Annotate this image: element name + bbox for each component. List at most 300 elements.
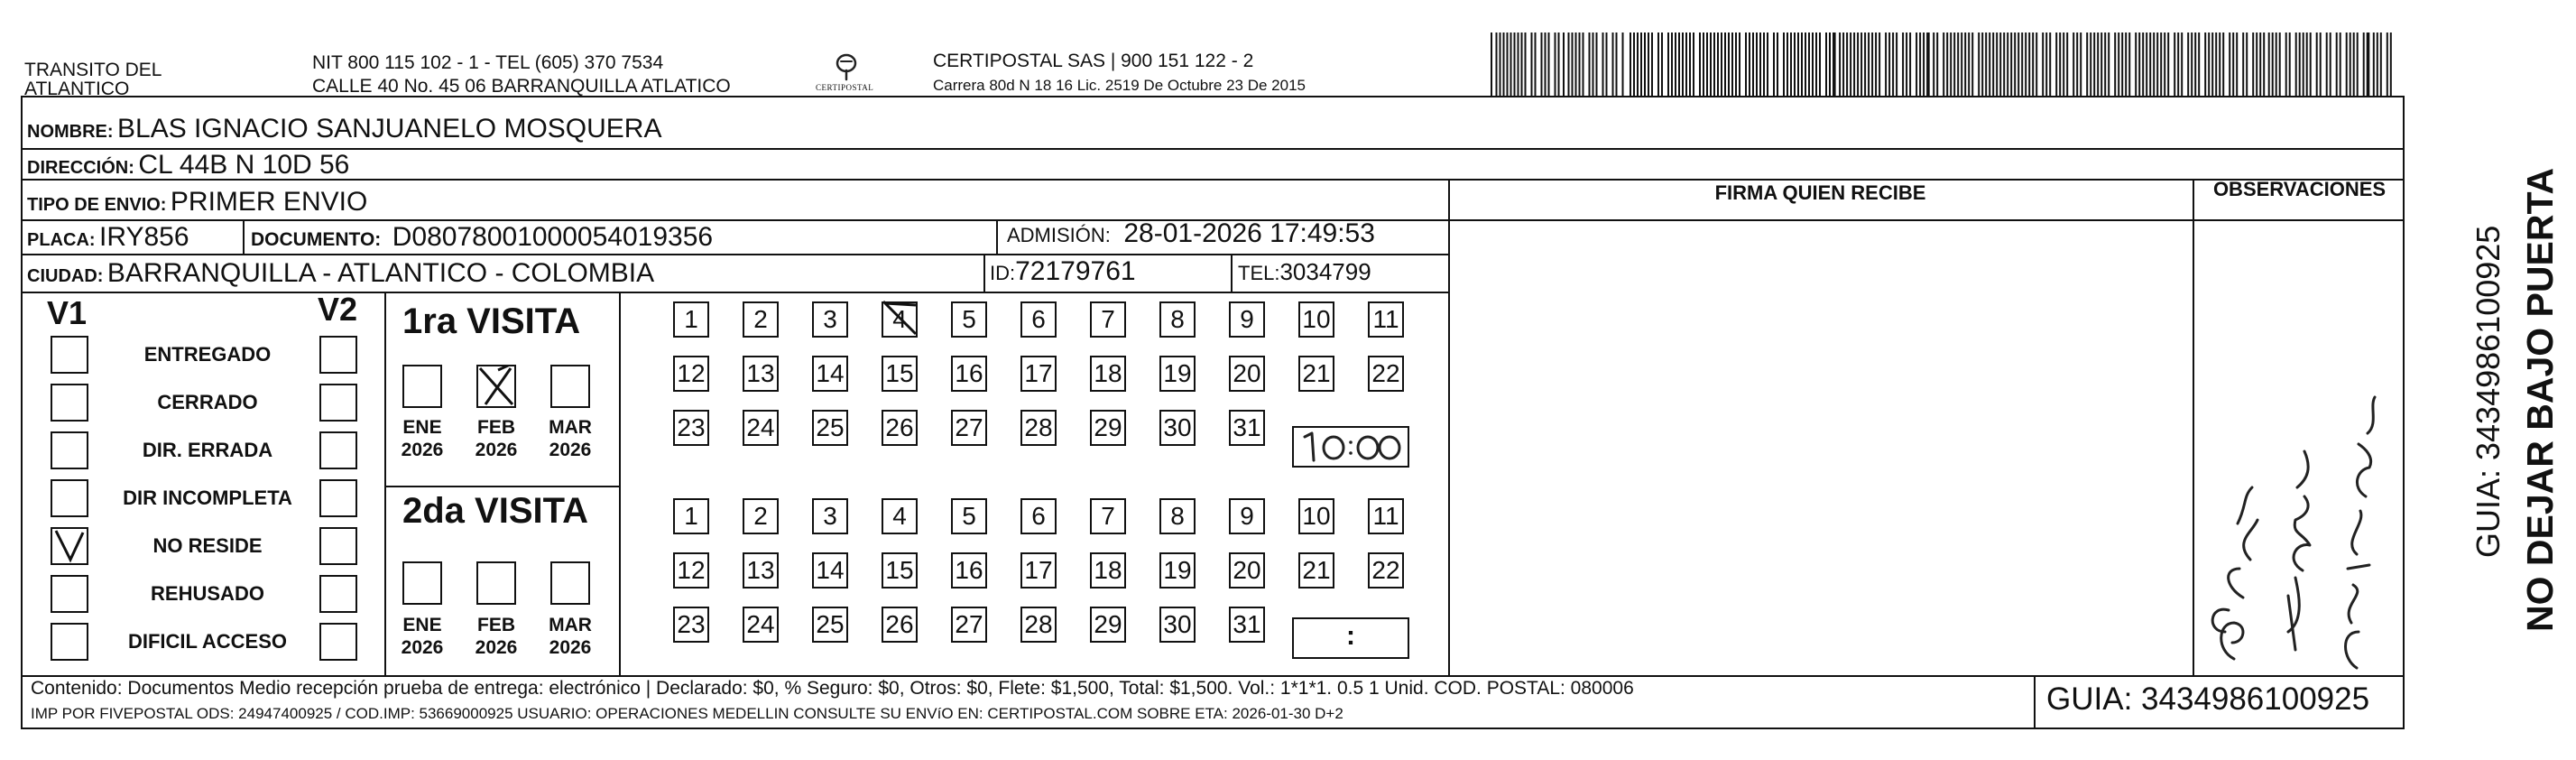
barcode-bar [1651,32,1653,97]
day-number: 23 [677,610,706,638]
barcode-bar [2198,32,2200,97]
barcode-bar [2256,32,2257,97]
day-box[interactable] [1229,301,1265,338]
barcode-bar [1999,32,2001,97]
barcode-bar [1568,32,1570,97]
tel-value: 3034799 [1279,258,1371,285]
barcode-bar [1896,32,1897,97]
barcode-bar [2326,32,2328,97]
barcode-bar [2177,32,2179,97]
day-box[interactable] [951,410,987,446]
year-label: 2026 [401,637,444,658]
v1-checkbox[interactable] [51,479,88,517]
courier-line2: Carrera 80d N 18 16 Lic. 2519 De Octubre 23 De 2015 [933,77,1306,94]
day-number: 21 [1302,556,1331,584]
day-box[interactable] [1159,552,1196,589]
barcode-bar [1724,32,1726,97]
barcode-bar [2276,32,2277,97]
barcode-bar [1749,32,1750,97]
barcode-bar [1507,32,1509,97]
year-label: 2026 [475,637,518,658]
day-box[interactable] [951,498,987,534]
day-box[interactable] [743,356,779,392]
month-label: MAR [549,615,592,635]
day-number: 22 [1371,556,1400,584]
barcode-bar [2222,32,2224,97]
day-box[interactable] [882,356,918,392]
month-checkbox-mar[interactable] [550,365,590,408]
v1-checkbox[interactable] [51,384,88,422]
month-checkbox-ene[interactable] [402,561,442,605]
v1-checkbox[interactable] [51,527,88,565]
barcode-bar [2025,32,2027,97]
day-box[interactable] [1020,410,1057,446]
status-reason-label: DIR. ERRADA [142,439,273,461]
day-number: 26 [885,413,914,441]
day-box[interactable] [882,498,918,534]
barcode-bar [1745,32,1747,97]
plate-value: IRY856 [99,222,189,252]
barcode-bar [2164,32,2165,97]
barcode-bar [1846,32,1848,97]
day-box[interactable] [812,356,848,392]
day-box[interactable] [1090,498,1126,534]
barcode-bar [2272,32,2274,97]
barcode-bar [2076,32,2078,97]
barcode-bar [1503,32,1505,97]
visit1-time-box [1292,426,1409,468]
barcode-bar [2028,32,2030,97]
barcode-bar [1596,32,1598,97]
barcode-bar [2229,32,2230,97]
day-number: 3 [823,502,837,530]
barcode-bar [2049,32,2051,97]
barcode-bar [2017,32,2019,97]
barcode-bar [2138,32,2140,97]
month-label: MAR [549,417,592,438]
day-box[interactable] [673,301,709,338]
barcode-bar [1689,32,1691,97]
day-box[interactable] [1368,498,1404,534]
barcode-bar [2055,32,2057,97]
barcode-bar [1555,32,1556,97]
barcode-bar [1946,32,1948,97]
barcode-bar [2128,32,2130,97]
barcode-bar [1885,32,1887,97]
day-number: 6 [1031,502,1046,530]
day-box[interactable] [951,356,987,392]
barcode-bar [1579,32,1581,97]
barcode-bar [2336,32,2338,97]
barcode-bar [1902,32,1904,97]
barcode-bar [2160,32,2162,97]
barcode-bar [1916,32,1917,97]
month-checkbox-mar[interactable] [550,561,590,605]
v1-checkbox[interactable] [51,575,88,613]
barcode-bar [1721,32,1722,97]
barcode-bar [1563,32,1565,97]
barcode-bar [2350,32,2351,97]
barcode-bar [1968,32,1970,97]
barcode-bar [2086,32,2088,97]
barcode-bar [2101,32,2102,97]
day-box[interactable] [1020,356,1057,392]
day-box[interactable] [812,410,848,446]
barcode-bar [2259,32,2261,97]
barcode-bar [2156,32,2158,97]
day-number: 10 [1302,305,1331,333]
admission-cell [1007,218,1375,255]
barcode-bar [2204,32,2206,97]
day-box[interactable] [1020,301,1057,338]
v1-checkbox[interactable] [51,623,88,661]
barcode-bar [2310,32,2312,97]
barcode-bar [1783,32,1785,97]
tel-label: TEL: [1238,262,1280,284]
day-box[interactable] [1159,301,1196,338]
signature-header: FIRMA QUIEN RECIBE [1714,181,1926,204]
barcode-bar [1992,32,1994,97]
side-warning: NO DEJAR BAJO PUERTA [2519,167,2561,632]
barcode-bar [1797,32,1799,97]
barcode-bar [1572,32,1574,97]
day-box[interactable] [1229,552,1265,589]
barcode-bar [1575,32,1577,97]
nit-line: NIT 800 115 102 - 1 - TEL (605) 370 7534 [312,52,664,73]
day-number: 4 [892,305,907,333]
day-box[interactable] [1368,552,1404,589]
barcode-bar [1961,32,1962,97]
barcode-bar [1767,32,1768,97]
day-box[interactable] [882,410,918,446]
day-box[interactable] [1229,356,1265,392]
barcode-bar [1875,32,1877,97]
barcode-bar [1892,32,1894,97]
barcode-bar [1548,32,1550,97]
day-box[interactable] [1229,498,1265,534]
barcode-bar [1667,32,1669,97]
admission-label: ADMISIÓN: [1007,224,1111,246]
barcode-bar [2219,32,2221,97]
barcode-bar [1812,32,1814,97]
day-number: 21 [1302,359,1331,387]
barcode-bar [1525,32,1527,97]
day-box[interactable] [1159,498,1196,534]
barcode-bar [2340,32,2341,97]
barcode-bar [2252,32,2254,97]
day-box[interactable] [812,607,848,643]
day-box[interactable] [1090,301,1126,338]
day-number: 26 [885,610,914,638]
month-checkbox-ene[interactable] [402,365,442,408]
status-reason-label: NO RESIDE [152,534,263,557]
barcode-bar [1637,32,1639,97]
barcode-bar [2021,32,2023,97]
month-checkbox-feb[interactable] [476,365,516,408]
barcode-bar [1853,32,1855,97]
observation-handwriting [2198,361,2402,672]
city-value: BARRANQUILLA - ATLANTICO - COLOMBIA [106,258,655,288]
barcode-bar [2146,32,2147,97]
city-label: CIUDAD: [27,266,104,286]
id-cell [990,255,1136,292]
document-label: DOCUMENTO: [251,229,382,250]
barcode-bar [1510,32,1512,97]
day-box[interactable] [1020,607,1057,643]
barcode-bar [2191,32,2193,97]
day-box[interactable] [743,410,779,446]
day-box[interactable] [1159,410,1196,446]
visit2-time-box: : [1292,617,1409,659]
day-number: 14 [816,556,845,584]
barcode-bar [2289,32,2291,97]
barcode-bar [2353,32,2355,97]
month-checkbox-feb[interactable] [476,561,516,605]
barcode-bar [1661,32,1663,97]
barcode-bar [2063,32,2064,97]
type-row [27,186,367,223]
barcode-bar [1964,32,1966,97]
barcode-bar [2187,32,2189,97]
barcode-bar [1759,32,1761,97]
day-number: 25 [816,413,845,441]
barcode-bar [1657,32,1659,97]
day-box[interactable] [1368,356,1404,392]
v2-checkbox[interactable] [319,623,357,661]
day-box[interactable] [882,552,918,589]
barcode-bar [1706,32,1708,97]
barcode-bar [2232,32,2234,97]
v2-checkbox[interactable] [319,431,357,469]
day-box[interactable] [743,607,779,643]
company-name-line1: TRANSITO DEL [24,60,162,80]
barcode-bar [2303,32,2304,97]
day-number: 22 [1371,359,1400,387]
barcode-bar [2045,32,2047,97]
checkmark-icon [52,529,87,563]
day-box[interactable] [673,552,709,589]
day-box[interactable] [1368,301,1404,338]
day-box[interactable] [673,607,709,643]
barcode-bar [1640,32,1642,97]
barcode-bar [1790,32,1792,97]
year-label: 2026 [549,440,592,460]
certipostal-logo [812,51,884,96]
barcode-bar [2042,32,2044,97]
day-box[interactable] [1020,552,1057,589]
day-number: 9 [1240,305,1254,333]
barcode-bar [1808,32,1810,97]
barcode-bar [1978,32,1980,97]
barcode-bar [2211,32,2213,97]
barcode-bar [1825,32,1827,97]
type-value: PRIMER ENVIO [170,187,368,217]
barcode-bar [1989,32,1990,97]
barcode-bar [2320,32,2322,97]
barcode-bar [1671,32,1673,97]
day-box[interactable] [1090,552,1126,589]
v2-checkbox[interactable] [319,336,357,374]
side-guia: GUIA: 3434986100925 [2470,225,2507,558]
day-number: 15 [885,556,914,584]
barcode-bar [2007,32,2008,97]
day-number: 13 [746,556,775,584]
barcode-bar [1531,32,1533,97]
day-number: 18 [1094,359,1122,387]
barcode-bar [1739,32,1740,97]
year-label: 2026 [475,440,518,460]
day-box[interactable] [673,410,709,446]
day-number: 14 [816,359,845,387]
day-box[interactable] [882,607,918,643]
day-number: 9 [1240,502,1254,530]
barcode-bar [2181,32,2183,97]
barcode-bar [2093,32,2095,97]
barcode-bar [2090,32,2091,97]
day-box[interactable] [1090,356,1126,392]
v2-checkbox[interactable] [319,479,357,517]
day-box[interactable] [1020,498,1057,534]
year-label: 2026 [549,637,592,658]
day-box[interactable] [951,301,987,338]
barcode-bar [1675,32,1676,97]
day-box[interactable] [951,552,987,589]
address-line: CALLE 40 No. 45 06 BARRANQUILLA ATLATICO [312,76,731,97]
day-box[interactable] [673,498,709,534]
barcode-bar [1648,32,1649,97]
barcode-bar [1829,32,1831,97]
barcode-bar [1518,32,1519,97]
day-box[interactable] [743,301,779,338]
barcode-bar [2390,32,2392,97]
barcode-bar [2279,32,2281,97]
v2-checkbox[interactable] [319,527,357,565]
day-number: 31 [1233,413,1261,441]
barcode-bar [2215,32,2217,97]
barcode-bar [1923,32,1925,97]
day-number: 5 [962,305,976,333]
print-line: IMP POR FIVEPOSTAL ODS: 24947400925 / COD.IMP: 53669000925 USUARIO: OPERACIONES MEDELLIN CONSULTE SU ENVíO EN: CERTIPOSTAL.COM SOBRE ETA: 2026-01-30 D+2 [31,705,1343,722]
city-cell [27,257,654,294]
day-box[interactable] [1090,410,1126,446]
barcode-bar [2373,32,2375,97]
day-box[interactable] [1298,301,1334,338]
observations-header: OBSERVACIONES [2212,178,2387,200]
barcode-bar [1842,32,1844,97]
day-box[interactable] [1229,410,1265,446]
barcode-bar [2316,32,2318,97]
day-number: 8 [1170,502,1185,530]
day-box[interactable] [812,301,848,338]
status-reason-label: DIFICIL ACCESO [127,630,287,653]
day-box[interactable] [812,498,848,534]
barcode-bar [1860,32,1862,97]
day-number: 17 [1024,556,1053,584]
checkmark-icon [880,298,921,339]
v1-checkbox[interactable] [51,431,88,469]
v1-checkbox[interactable] [51,336,88,374]
barcode-bar [1713,32,1715,97]
day-number: 20 [1233,359,1261,387]
barcode-bar [1839,32,1841,97]
barcode-bar [1699,32,1701,97]
barcode-bar [2059,32,2061,97]
handwritten-time [1294,428,1408,466]
barcode-bar [2208,32,2210,97]
day-number: 3 [823,305,837,333]
barcode-bar [1606,32,1608,97]
day-number: 2 [753,305,768,333]
day-box[interactable] [1159,607,1196,643]
day-box[interactable] [1298,356,1334,392]
barcode-bar [1693,32,1694,97]
barcode-bar [1703,32,1704,97]
v2-header: V2 [318,291,358,328]
day-box[interactable] [812,552,848,589]
day-number: 16 [955,359,983,387]
day-number: 16 [955,556,983,584]
day-box[interactable] [1298,552,1334,589]
month-label: FEB [477,417,515,438]
barcode-bar [1773,32,1775,97]
barcode-bar [2080,32,2082,97]
barcode-bar [1943,32,1944,97]
barcode-bar [1871,32,1873,97]
barcode-bar [2246,32,2248,97]
barcode-bar [1545,32,1547,97]
day-box[interactable] [882,301,918,338]
day-number: 8 [1170,305,1185,333]
barcode [1491,32,2395,97]
v2-checkbox[interactable] [319,575,357,613]
barcode-bar [1685,32,1687,97]
day-mark [880,298,921,348]
barcode-bar [1936,32,1938,97]
admission-value: 28-01-2026 17:49:53 [1123,218,1375,248]
barcode-bar [1500,32,1501,97]
name-value: BLAS IGNACIO SANJUANELO MOSQUERA [117,114,662,144]
barcode-bar [1850,32,1851,97]
barcode-bar [1682,32,1684,97]
barcode-bar [2268,32,2270,97]
day-box[interactable] [1229,607,1265,643]
barcode-bar [1731,32,1733,97]
day-box[interactable] [743,552,779,589]
barcode-bar [2014,32,2016,97]
day-box[interactable] [951,607,987,643]
day-number: 23 [677,413,706,441]
barcode-bar [1857,32,1859,97]
barcode-bar [2242,32,2244,97]
day-number: 10 [1302,502,1331,530]
day-box[interactable] [1298,498,1334,534]
barcode-bar [2097,32,2099,97]
day-number: 1 [684,305,698,333]
day-number: 12 [677,556,706,584]
day-box[interactable] [1159,356,1196,392]
day-box[interactable] [1090,607,1126,643]
v2-checkbox[interactable] [319,384,357,422]
day-number: 11 [1372,305,1399,333]
barcode-bar [2114,32,2116,97]
status-reason-label: DIR INCOMPLETA [123,487,292,509]
barcode-bar [2299,32,2301,97]
day-number: 7 [1101,502,1115,530]
status-reason-label: REHUSADO [151,582,264,605]
day-box[interactable] [673,356,709,392]
barcode-bar [1589,32,1591,97]
day-box[interactable] [743,498,779,534]
